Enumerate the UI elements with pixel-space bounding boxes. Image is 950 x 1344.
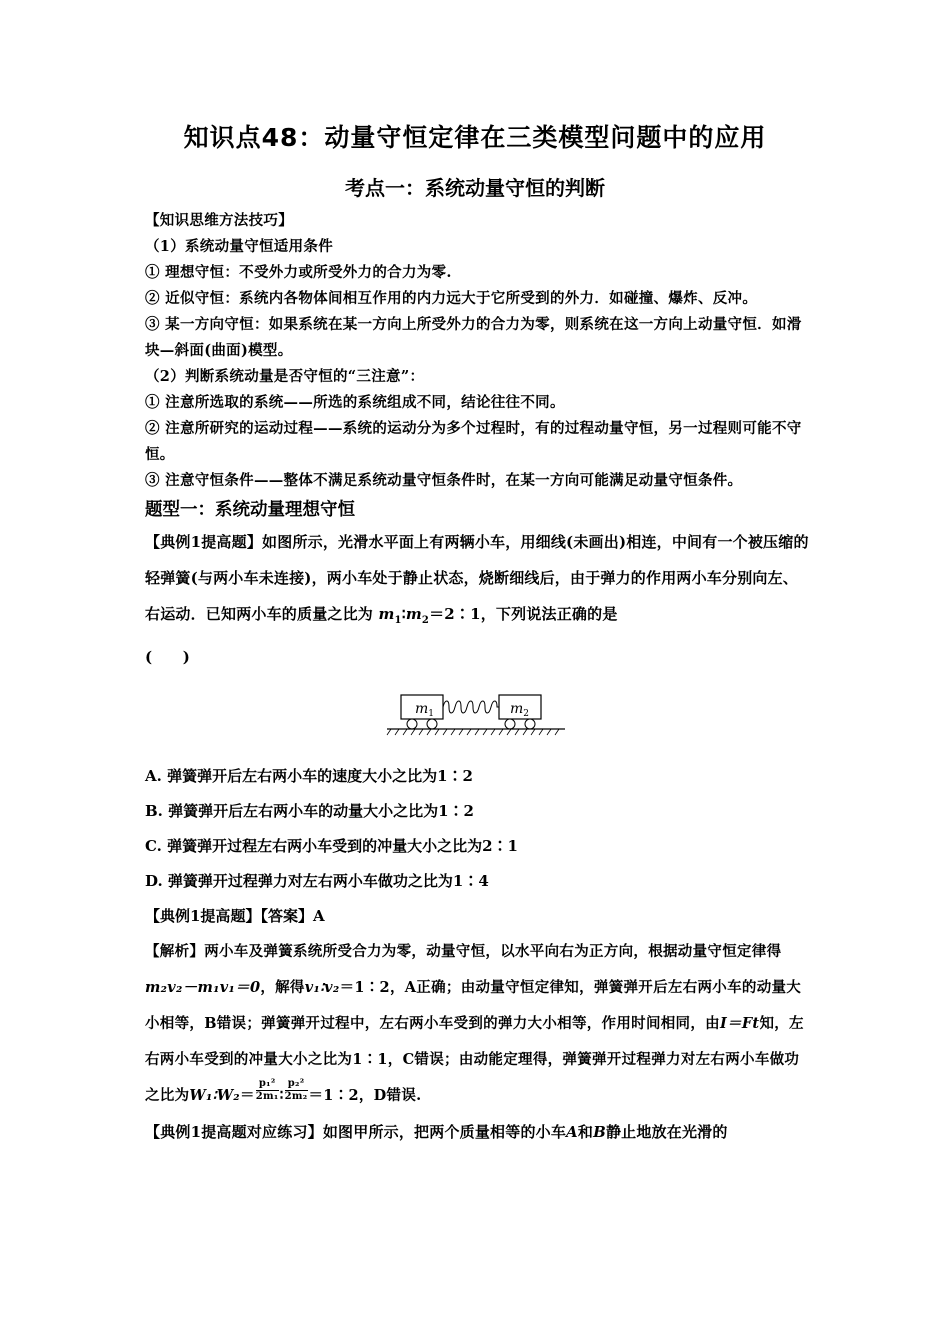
analysis-text-4: 知，左右两小车受到的冲量大小之比为1∶1，C错误；由动能定理得，弹簧弹开过程弹力对左右两小车做功之比为 bbox=[145, 1015, 804, 1104]
fraction-colon: ∶ bbox=[279, 1087, 284, 1104]
judge-title: （2）判断系统动量是否守恒的“三注意”： bbox=[145, 368, 425, 385]
two-carts-diagram bbox=[145, 683, 810, 747]
answer-bracket: ( ) bbox=[145, 648, 190, 666]
fraction-2-numerator: p₂² bbox=[285, 1078, 308, 1091]
fraction-1 bbox=[256, 1078, 279, 1103]
condition-item-3: ③ 某一方向守恒：如果系统在某一方向上所受外力的合力为零，则系统在这一方向上动量守恒．如滑块—斜面(曲面)模型。 bbox=[145, 316, 802, 359]
mass-subscript-1: 1 bbox=[394, 615, 402, 626]
judge-item-2: ② 注意所研究的运动过程——系统的运动分为多个过程时，有的过程动量守恒，另一过程则可能不守恒。 bbox=[145, 420, 802, 463]
ratio-colon: ∶ bbox=[401, 605, 406, 623]
cart-m2-label: m bbox=[510, 701, 524, 717]
analysis-equation-3: I＝Ft bbox=[719, 1015, 760, 1032]
mass-symbol-2: m bbox=[405, 605, 422, 623]
compressed-spring bbox=[443, 701, 499, 713]
cart-a-symbol: A bbox=[566, 1123, 578, 1141]
wheel-1 bbox=[407, 719, 417, 729]
cart-m2-subscript: 2 bbox=[523, 709, 530, 719]
example-stem bbox=[145, 524, 810, 675]
practice-text-2: 静止地放在光滑的 bbox=[605, 1123, 728, 1141]
analysis-text-2: ，解得 bbox=[260, 979, 305, 996]
analysis-paragraph bbox=[145, 934, 810, 1114]
carts-figure bbox=[385, 683, 567, 745]
ground-hatching bbox=[387, 729, 559, 735]
question-type-heading: 题型一：系统动量理想守恒 bbox=[145, 500, 355, 520]
answer-line bbox=[145, 899, 810, 934]
cart-m1-label: m bbox=[415, 701, 429, 717]
wheel-2 bbox=[427, 719, 437, 729]
condition-item-2: ② 近似守恒：系统内各物体间相互作用的内力远大于它所受到的外力．如碰撞、爆炸、反冲。 bbox=[145, 290, 758, 307]
analysis-text-3: ＝1∶2，A正确；由动量守恒定律知，弹簧弹开后左右两小车的动量大小相等，B错误；弹簧弹开过程中，左右两小车受到的弹力大小相等，作用时间相同，由 bbox=[145, 979, 802, 1032]
fraction-2-denominator: 2m₂ bbox=[284, 1090, 308, 1102]
section-subtitle: 考点一：系统动量守恒的判断 bbox=[345, 176, 605, 200]
mass-symbol-1: m bbox=[378, 605, 395, 623]
cart-b-symbol: B bbox=[593, 1123, 606, 1141]
document-body bbox=[145, 208, 810, 1150]
analysis-tag: 【解析】 bbox=[145, 943, 205, 960]
judge-item-1: ① 注意所选取的系统——所选的系统组成不同，结论往往不同。 bbox=[145, 394, 565, 411]
option-d: D. 弹簧弹开过程弹力对左右两小车做功之比为1∶4 bbox=[145, 872, 489, 890]
analysis-equation-1: m₂v₂－m₁v₁＝0 bbox=[145, 979, 261, 996]
option-b: B. 弹簧弹开后左右两小车的动量大小之比为1∶2 bbox=[145, 802, 474, 820]
fraction-2 bbox=[285, 1078, 308, 1103]
practice-tag: 【典例1提高题对应练习】 bbox=[145, 1123, 323, 1141]
wheel-4 bbox=[525, 719, 535, 729]
page-title: 知识点48：动量守恒定律在三类模型问题中的应用 bbox=[183, 123, 767, 152]
analysis-equation-2: v₁∶v₂ bbox=[304, 979, 340, 996]
answer-tag: 【典例1提高题】【答案】 bbox=[145, 907, 313, 925]
condition-title: （1）系统动量守恒适用条件 bbox=[145, 238, 333, 255]
answer-value: A bbox=[312, 907, 325, 925]
condition-item-1: ① 理想守恒：不受外力或所受外力的合力为零. bbox=[145, 264, 452, 281]
analysis-equals: ＝ bbox=[239, 1087, 255, 1104]
practice-paragraph bbox=[145, 1114, 810, 1150]
wheel-3 bbox=[505, 719, 515, 729]
example-tag: 【典例1提高题】 bbox=[145, 533, 263, 551]
example-stem-end: ＝2∶1，下列说法正确的是 bbox=[429, 605, 618, 623]
practice-and: 和 bbox=[577, 1123, 594, 1141]
mass-subscript-2: 2 bbox=[421, 615, 430, 626]
analysis-text-1: 两小车及弹簧系统所受合力为零，动量守恒，以水平向右为正方向，根据动量守恒定律得 bbox=[204, 943, 782, 960]
cart-m1-subscript: 1 bbox=[428, 709, 435, 719]
fraction-1-numerator: p₁² bbox=[256, 1078, 279, 1091]
analysis-text-5: ＝1∶2，D错误. bbox=[308, 1087, 422, 1104]
skills-heading: 【知识思维方法技巧】 bbox=[145, 212, 293, 229]
analysis-equation-4: W₁∶W₂ bbox=[189, 1087, 240, 1104]
fraction-1-denominator: 2m₁ bbox=[255, 1090, 279, 1102]
example-stem-text: 如图所示，光滑水平面上有两辆小车，用细线(未画出)相连，中间有一个被压缩的轻弹簧(与两小车未连接)，两小车处于静止状态，烧断细线后，由于弹力的作用两小车分别向左、右运动．已知两小车的质量之比为 bbox=[145, 533, 809, 623]
judge-item-3: ③ 注意守恒条件——整体不满足系统动量守恒条件时，在某一方向可能满足动量守恒条件。 bbox=[145, 472, 743, 489]
option-c: C. 弹簧弹开过程左右两小车受到的冲量大小之比为2∶1 bbox=[145, 837, 518, 855]
practice-text-1: 如图甲所示，把两个质量相等的小车 bbox=[322, 1123, 567, 1141]
option-a: A. 弹簧弹开后左右两小车的速度大小之比为1∶2 bbox=[145, 767, 473, 785]
